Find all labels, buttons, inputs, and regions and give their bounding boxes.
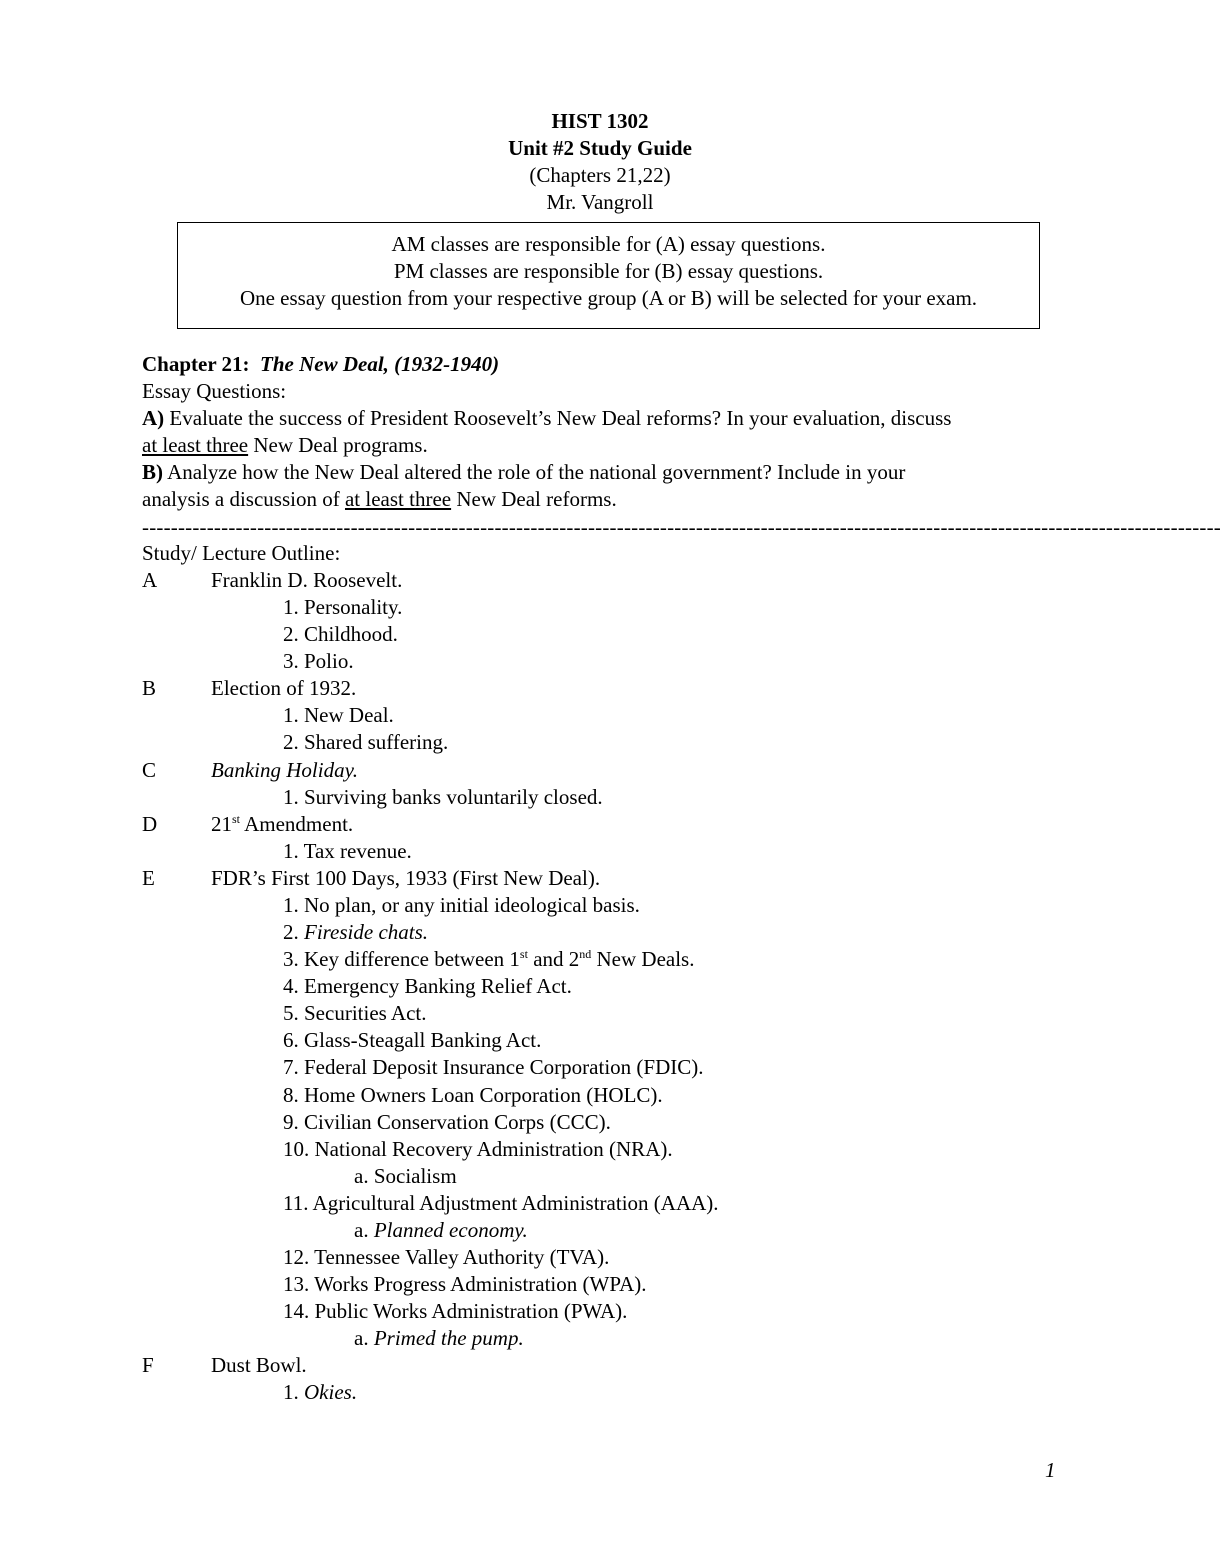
question-b-text-end: New Deal reforms. [451, 487, 617, 511]
outline-letter-a: A [142, 568, 158, 592]
ordinal-suffix: st [519, 947, 528, 961]
notice-line-exam: One essay question from your respective group (A or B) will be selected for your exam. [239, 286, 978, 310]
outline-heading: Study/ Lecture Outline: [142, 541, 341, 565]
outline-item: 5. Securities Act. [283, 1001, 427, 1025]
notice-line-am: AM classes are responsible for (A) essay questions. [391, 232, 826, 256]
question-b-label: B) [142, 460, 163, 484]
item-number: a. [354, 1326, 374, 1350]
essay-question-a [142, 405, 951, 432]
amendment-word: Amendment. [240, 812, 354, 836]
outline-item: 2. Childhood. [283, 622, 398, 646]
item-number: 2. [283, 920, 304, 944]
chapter-label: Chapter 21: [142, 352, 250, 376]
outline-item: 9. Civilian Conservation Corps (CCC). [283, 1110, 611, 1134]
outline-topic-c: Banking Holiday. [211, 758, 358, 782]
question-a-text-end: New Deal programs. [248, 433, 428, 457]
outline-subitem [354, 1325, 524, 1352]
question-b-underline: at least three [344, 487, 452, 511]
question-a-underline: at least three [142, 433, 249, 457]
ordinal-suffix: st [232, 812, 241, 826]
essay-heading: Essay Questions: [142, 379, 287, 403]
outline-item [283, 919, 428, 946]
question-a-label: A) [142, 406, 165, 430]
outline-item [283, 946, 694, 973]
page-number: 1 [1045, 1458, 1056, 1482]
course-title: HIST 1302 [551, 109, 649, 133]
question-b-text-pre: analysis a discussion of [142, 487, 345, 511]
question-a-text: Evaluate the success of President Roosevelt’s New Deal reforms? In your evaluation, discuss [164, 406, 952, 430]
outline-topic-d [211, 811, 353, 838]
outline-item: 8. Home Owners Loan Corporation (HOLC). [283, 1083, 663, 1107]
outline-item: 1. No plan, or any initial ideological basis. [283, 893, 640, 917]
notice-box [177, 222, 1040, 329]
ordinal-suffix: nd [579, 947, 592, 961]
outline-item: 12. Tennessee Valley Authority (TVA). [283, 1245, 610, 1269]
item-text: Primed the pump. [373, 1326, 524, 1350]
outline-subitem [354, 1217, 528, 1244]
outline-item: 1. Surviving banks voluntarily closed. [283, 785, 603, 809]
outline-topic-a: Franklin D. Roosevelt. [211, 568, 403, 592]
outline-item [283, 1379, 357, 1406]
essay-question-b-cont [142, 486, 617, 513]
notice-line-pm: PM classes are responsible for (B) essay questions. [393, 259, 824, 283]
outline-letter-e: E [142, 866, 155, 890]
outline-item: 10. National Recovery Administration (NRA). [283, 1137, 673, 1161]
outline-item: 4. Emergency Banking Relief Act. [283, 974, 572, 998]
outline-item: 2. Shared suffering. [283, 730, 449, 754]
outline-item: 13. Works Progress Administration (WPA). [283, 1272, 647, 1296]
outline-item: 7. Federal Deposit Insurance Corporation (FDIC). [283, 1055, 704, 1079]
outline-letter-b: B [142, 676, 157, 700]
amendment-number: 21 [211, 812, 232, 836]
item-text-post: New Deals. [591, 947, 695, 971]
chapter-title: The New Deal, (1932-1940) [260, 352, 500, 376]
item-text-mid: and 2 [527, 947, 580, 971]
outline-letter-f: F [142, 1353, 154, 1377]
outline-item: 1. New Deal. [283, 703, 394, 727]
guide-title: Unit #2 Study Guide [508, 136, 692, 160]
essay-question-a-cont [142, 432, 428, 459]
outline-topic-f: Dust Bowl. [211, 1353, 307, 1377]
outline-item: 3. Polio. [283, 649, 354, 673]
chapter-heading [142, 351, 499, 378]
outline-topic-b: Election of 1932. [211, 676, 357, 700]
outline-topic-e: FDR’s First 100 Days, 1933 (First New Deal). [211, 866, 601, 890]
outline-item: 1. Tax revenue. [283, 839, 412, 863]
separator-line: ------------------------------------------------------------------------------------------------------------------------------------------------------ [142, 515, 1221, 539]
item-number: a. [354, 1218, 374, 1242]
item-text: Planned economy. [373, 1218, 528, 1242]
outline-letter-c: C [142, 758, 157, 782]
outline-item: 6. Glass-Steagall Banking Act. [283, 1028, 542, 1052]
essay-question-b [142, 459, 905, 486]
outline-subitem: a. Socialism [354, 1164, 457, 1188]
item-text: Fireside chats. [304, 920, 429, 944]
outline-item: 14. Public Works Administration (PWA). [283, 1299, 628, 1323]
item-number: 1. [283, 1380, 304, 1404]
outline-item: 11. Agricultural Adjustment Administration (AAA). [283, 1191, 719, 1215]
item-text-pre: 3. Key difference between 1 [283, 947, 520, 971]
question-b-text: Analyze how the New Deal altered the role of the national government? Include in your [163, 460, 906, 484]
outline-item: 1. Personality. [283, 595, 403, 619]
chapters-range: (Chapters 21,22) [529, 163, 671, 187]
instructor-name: Mr. Vangroll [546, 190, 654, 214]
item-text: Okies. [304, 1380, 358, 1404]
outline-letter-d: D [142, 812, 158, 836]
